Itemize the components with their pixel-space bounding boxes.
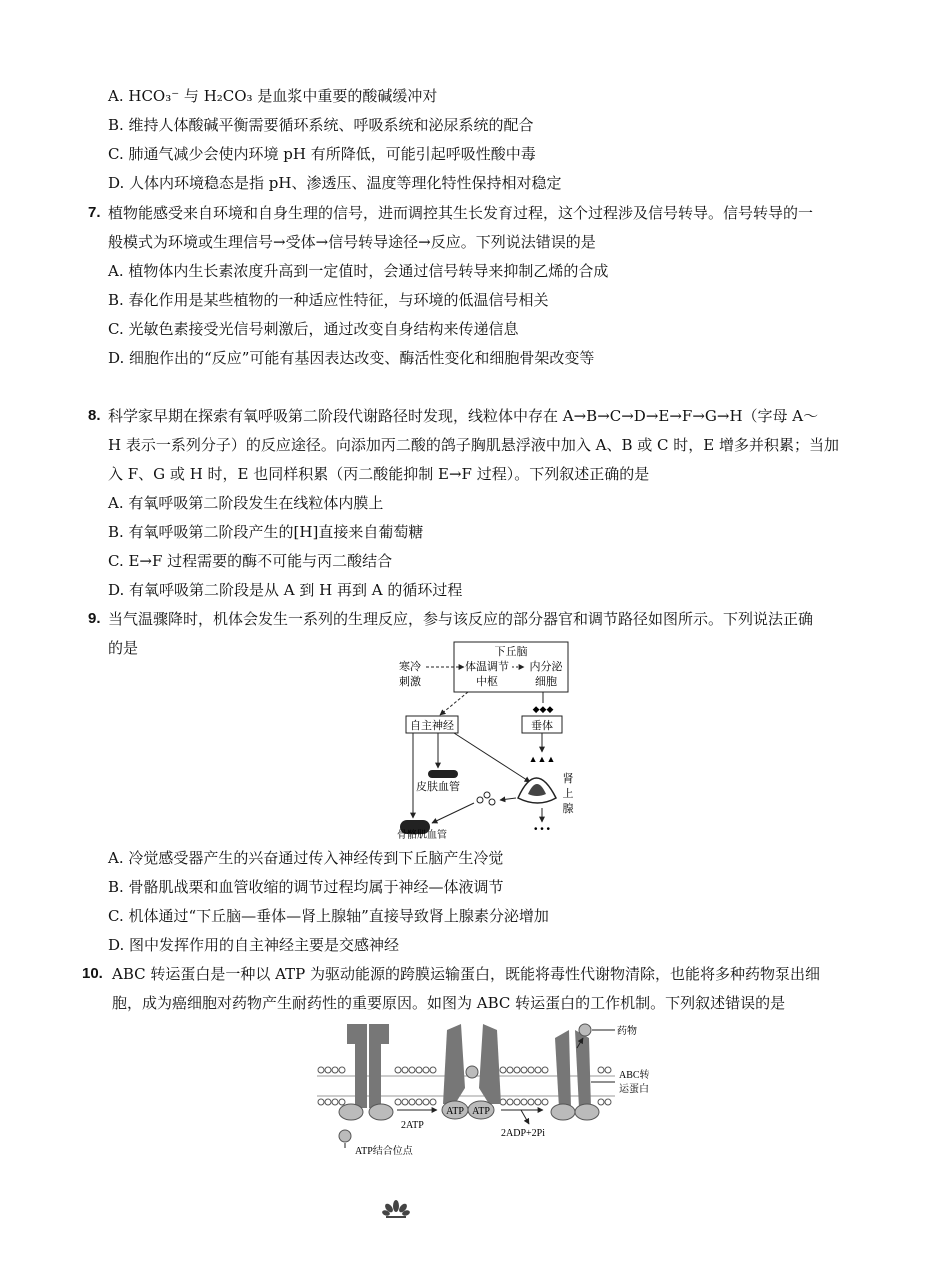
skeletal-muscle-vessel-label: 骨骼肌血管 bbox=[397, 830, 447, 840]
svg-text:▲▲▲: ▲▲▲ bbox=[528, 754, 556, 764]
abc-transporter-label-1: ABC转 bbox=[619, 1070, 650, 1081]
pituitary-label: 垂体 bbox=[531, 720, 553, 732]
q7-option-b: B. 春化作用是某些植物的一种适应性特征，与环境的低温信号相关 bbox=[108, 291, 549, 309]
adrenal-label-1: 肾 bbox=[562, 773, 574, 785]
skin-vessel-label: 皮肤血管 bbox=[416, 781, 460, 793]
atp-binding-site-label: ATP结合位点 bbox=[355, 1146, 413, 1157]
q8-stem-line-1: 科学家早期在探索有氧呼吸第二阶段代谢路径时发现，线粒体中存在 A→B→C→D→E→F→G→H（字母 A～ bbox=[108, 407, 819, 425]
endocrine-cell-label-1: 内分泌 bbox=[529, 661, 563, 673]
q6-option-a: A. HCO₃⁻ 与 H₂CO₃ 是血浆中重要的酸碱缓冲对 bbox=[108, 87, 438, 105]
q6-option-b: B. 维持人体酸碱平衡需要循环系统、呼吸系统和泌尿系统的配合 bbox=[108, 116, 534, 134]
cold-stimulus-label-2: 刺激 bbox=[399, 676, 421, 688]
svg-text:◆◆◆: ◆◆◆ bbox=[532, 704, 554, 714]
autonomic-nerve-label: 自主神经 bbox=[410, 720, 454, 732]
abc-transporter-label-2: 运蛋白 bbox=[619, 1084, 649, 1095]
q10-stem-line-2: 胞，成为癌细胞对药物产生耐药性的重要原因。如图为 ABC 转运蛋白的工作机制。下列叙述错误的是 bbox=[112, 994, 786, 1012]
q7-option-d: D. 细胞作出的“反应”可能有基因表达改变、酶活性变化和细胞骨架改变等 bbox=[108, 349, 595, 367]
endocrine-cell-label-2: 细胞 bbox=[535, 676, 557, 688]
abc-transporter-diagram bbox=[315, 1018, 695, 1158]
q8-number: 8. bbox=[88, 407, 101, 424]
q6-option-c: C. 肺通气减少会使内环境 pH 有所降低，可能引起呼吸性酸中毒 bbox=[108, 145, 536, 163]
q9-option-a: A. 冷觉感受器产生的兴奋通过传入神经传到下丘脑产生冷觉 bbox=[108, 849, 504, 867]
q9-stem-line-1: 当气温骤降时，机体会发生一系列的生理反应，参与该反应的部分器官和调节路径如图所示。下列说法正确 bbox=[108, 610, 814, 628]
q10-stem-line-1: ABC 转运蛋白是一种以 ATP 为驱动能源的跨膜运输蛋白，既能将毒性代谢物清除，也能将多种药物泵出细 bbox=[112, 965, 821, 983]
thermo-center-label-2: 中枢 bbox=[476, 676, 498, 688]
q7-stem-line-1: 植物能感受来自环境和自身生理的信号，进而调控其生长发育过程，这个过程涉及信号转导。信号转导的一 bbox=[108, 204, 814, 222]
adrenal-label-3: 腺 bbox=[562, 803, 574, 815]
cold-stimulus-label-1: 寒冷 bbox=[399, 661, 421, 673]
flower-ornament-icon bbox=[382, 1198, 410, 1220]
q10-number: 10. bbox=[82, 965, 103, 982]
q8-option-c: C. E→F 过程需要的酶不可能与丙二酸结合 bbox=[108, 552, 393, 570]
q9-option-d: D. 图中发挥作用的自主神经主要是交感神经 bbox=[108, 936, 400, 954]
q9-stem-line-2: 的是 bbox=[108, 639, 139, 657]
adp-output-label: 2ADP+2Pi bbox=[501, 1128, 545, 1139]
q9-option-c: C. 机体通过“下丘脑—垂体—肾上腺轴”直接导致肾上腺素分泌增加 bbox=[108, 907, 549, 925]
hypothalamus-label: 下丘脑 bbox=[494, 646, 528, 658]
q9-option-b: B. 骨骼肌战栗和血管收缩的调节过程均属于神经—体液调节 bbox=[108, 878, 504, 896]
q7-stem-line-2: 般模式为环境或生理信号→受体→信号转导途径→反应。下列说法错误的是 bbox=[108, 233, 596, 251]
thermoregulation-diagram bbox=[388, 640, 588, 840]
q8-option-b: B. 有氧呼吸第二阶段产生的[H]直接来自葡萄糖 bbox=[108, 523, 424, 541]
downstream-dots: • • • bbox=[533, 824, 551, 835]
thermo-center-label-1: 体温调节 bbox=[465, 661, 509, 673]
q7-option-c: C. 光敏色素接受光信号刺激后，通过改变自身结构来传递信息 bbox=[108, 320, 519, 338]
q8-option-d: D. 有氧呼吸第二阶段是从 A 到 H 再到 A 的循环过程 bbox=[108, 581, 463, 599]
adrenal-label-2: 上 bbox=[562, 788, 574, 800]
drug-label: 药物 bbox=[617, 1026, 637, 1037]
q6-option-d: D. 人体内环境稳态是指 pH、渗透压、温度等理化特性保持相对稳定 bbox=[108, 174, 562, 192]
atp-input-label: 2ATP bbox=[401, 1120, 424, 1131]
q8-option-a: A. 有氧呼吸第二阶段发生在线粒体内膜上 bbox=[108, 494, 384, 512]
q8-stem-line-3: 入 F、G 或 H 时，E 也同样积累（丙二酸能抑制 E→F 过程）。下列叙述正确的是 bbox=[108, 465, 650, 483]
atp-bound-label-b: ATP bbox=[472, 1106, 490, 1117]
q7-number: 7. bbox=[88, 204, 101, 221]
q8-stem-line-2: H 表示一系列分子）的反应途径。向添加丙二酸的鸽子胸肌悬浮液中加入 A、B 或 C 时，E 增多并积累；当加 bbox=[108, 436, 839, 454]
atp-bound-label-a: ATP bbox=[446, 1106, 464, 1117]
q9-number: 9. bbox=[88, 610, 101, 627]
q7-option-a: A. 植物体内生长素浓度升高到一定值时，会通过信号转导来抑制乙烯的合成 bbox=[108, 262, 609, 280]
